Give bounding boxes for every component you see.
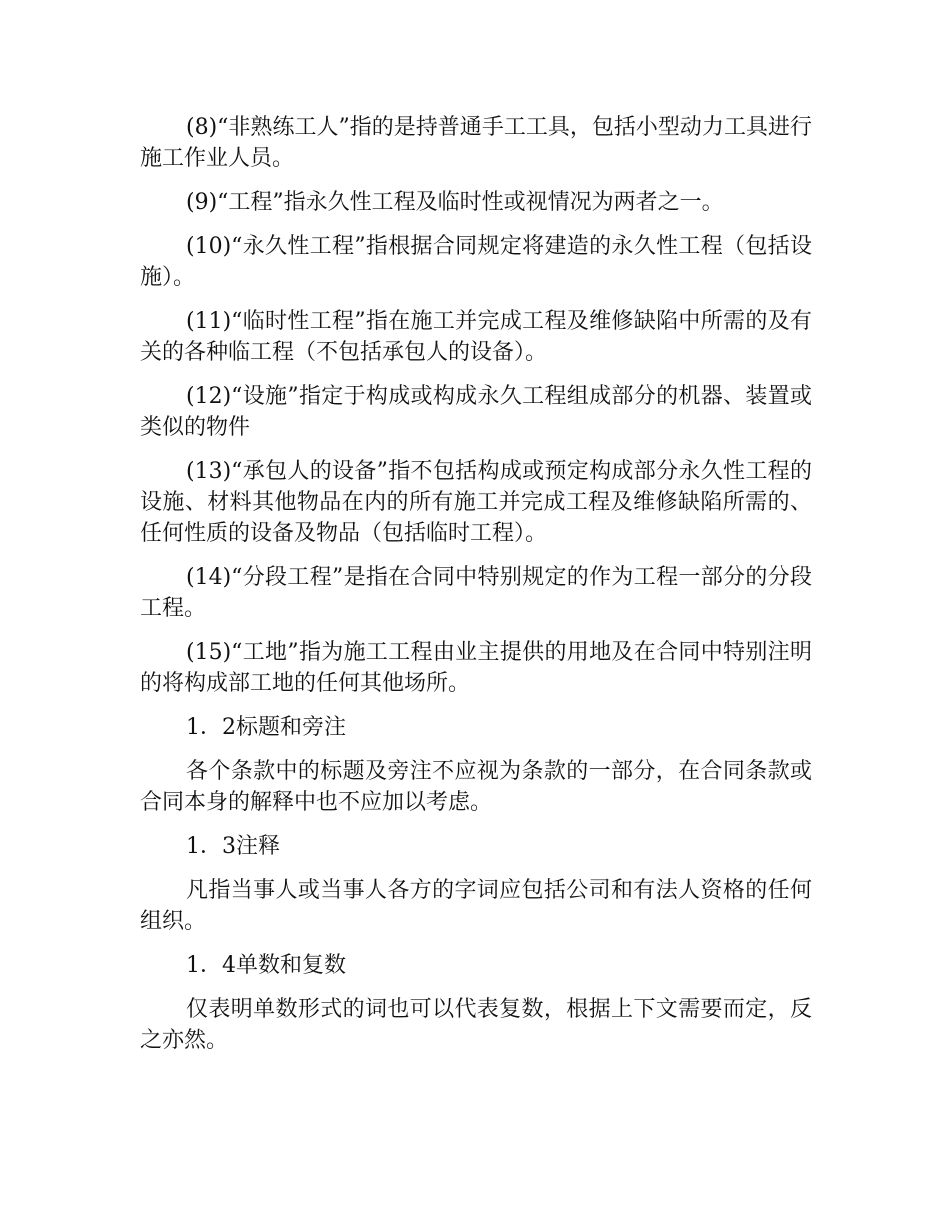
paragraph-definition-8: (8)“非熟练工人”指的是持普通手工工具，包括小型动力工具进行施工作业人员。 xyxy=(140,115,812,171)
paragraph-definition-11: (11)“临时性工程”指在施工并完成工程及维修缺陷中所需的及有关的各种临工程（不包括承包人的设备）。 xyxy=(140,309,812,365)
paragraph-definition-15: (15)“工地”指为施工工程由业主提供的用地及在合同中特别注明的将构成部工地的任何其他场所。 xyxy=(140,640,812,696)
paragraph-definition-13: (13)“承包人的设备”指不包括构成或预定构成部分永久性工程的设施、材料其他物品在内的所有施工并完成工程及维修缺陷所需的、任何性质的设备及物品（包括临时工程）。 xyxy=(140,459,812,546)
section-heading-1-3: 1．3注释 xyxy=(186,834,280,859)
paragraph-definition-14: (14)“分段工程”是指在合同中特别规定的作为工程一部分的分段工程。 xyxy=(140,565,812,621)
paragraph-section-1-3: 凡指当事人或当事人各方的字词应包括公司和有法人资格的任何组织。 xyxy=(140,878,812,934)
paragraph-section-1-2: 各个条款中的标题及旁注不应视为条款的一部分，在合同条款或合同本身的解释中也不应加以考虑。 xyxy=(140,759,812,815)
paragraph-section-1-4: 仅表明单数形式的词也可以代表复数，根据上下文需要而定，反之亦然。 xyxy=(140,997,812,1053)
section-heading-1-2: 1．2标题和旁注 xyxy=(186,715,346,740)
document-page xyxy=(140,112,812,1069)
paragraph-definition-9: (9)“工程”指永久性工程及临时性或视情况为两者之一。 xyxy=(186,190,724,215)
paragraph-definition-10: (10)“永久性工程”指根据合同规定将建造的永久性工程（包括设施）。 xyxy=(140,234,812,290)
section-heading-1-4: 1．4单数和复数 xyxy=(186,953,346,978)
paragraph-definition-12: (12)“设施”指定于构成或构成永久工程组成部分的机器、装置或类似的物件 xyxy=(140,384,812,440)
